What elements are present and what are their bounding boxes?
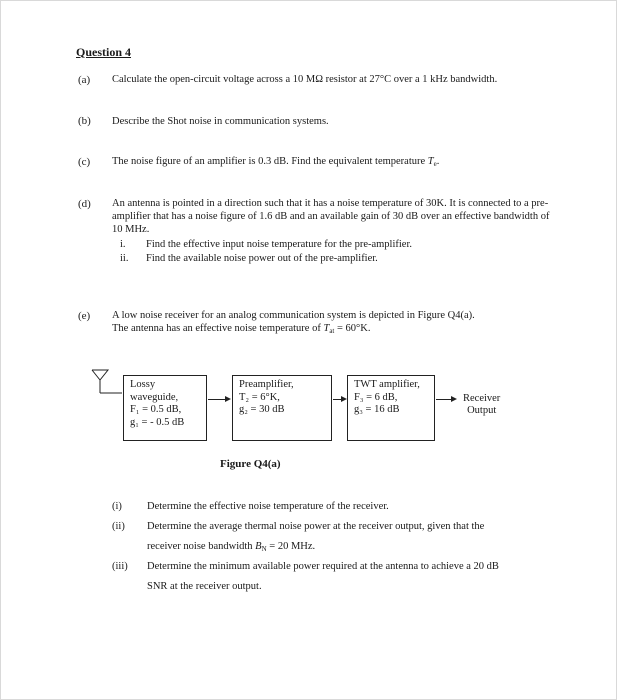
part-c-text: The noise figure of an amplifier is 0.3 dB. Find the equivalent temperature $T_e$. <box>112 156 440 168</box>
twt-amplifier-block: TWT amplifier, F₃ = 6 dB, g₃ = 16 dB <box>347 375 435 441</box>
antenna-icon <box>90 368 124 408</box>
question-title: Question 4 <box>76 45 132 59</box>
arrow-1-head <box>225 396 231 402</box>
part-e-item-iii-text-line2: SNR at the receiver output. <box>147 581 262 592</box>
preamplifier-block: Preamplifier, T₂ = 6°K, g₂ = 30 dB <box>232 375 332 441</box>
arrow-1 <box>208 399 226 400</box>
part-d-item-ii-label: ii. <box>120 253 129 264</box>
part-d-item-i-text: Find the effective input noise temperature for the pre-amplifier. <box>146 239 413 250</box>
part-e-item-ii-label: (ii) <box>112 521 125 532</box>
part-d-text: An antenna is pointed in a direction such that it has a noise temperature of 30K. It is connected to a pre-amplifier that has a noise figure of 1.6 dB and an available gain of 30 dB over an effective bandwidth of 10 MHz. <box>112 198 550 235</box>
part-d-item-ii-text: Find the available noise power out of the pre-amplifier. <box>146 253 378 264</box>
part-e-item-ii-text: Determine the average thermal noise power at the receiver output, given that the <box>147 521 485 532</box>
part-e-text-line2: The antenna has an effective noise temperature of $T_{at} = 60^\circ K$. <box>112 323 371 335</box>
receiver-output-label: Receiver Output <box>463 393 501 416</box>
part-a-label: (a) <box>78 74 91 86</box>
figure-caption: Figure Q4(a) <box>220 458 281 470</box>
lossy-waveguide-block: Lossy waveguide, F₁ = 0.5 dB, g₁ = - 0.5 dB <box>123 375 207 441</box>
part-e-item-i-text: Determine the effective noise temperature of the receiver. <box>147 501 389 512</box>
part-e-text: A low noise receiver for an analog communication system is depicted in Figure Q4(a). <box>112 310 475 321</box>
part-c-label: (c) <box>78 156 91 168</box>
part-b-label: (b) <box>78 115 91 127</box>
part-e-item-iii-label: (iii) <box>112 561 128 572</box>
arrow-3 <box>436 399 452 400</box>
part-e-item-iii-text: Determine the minimum available power required at the antenna to achieve a 20 dB <box>147 561 499 572</box>
part-d-label: (d) <box>78 198 91 210</box>
part-e-item-i-label: (i) <box>112 501 122 512</box>
part-e-label: (e) <box>78 310 91 322</box>
part-d-item-i-label: i. <box>120 239 126 250</box>
part-e-item-ii-text-line2: receiver noise bandwidth $B_N = 20$ MHz. <box>147 541 316 553</box>
part-b-text: Describe the Shot noise in communication systems. <box>112 116 329 127</box>
part-a-text: Calculate the open-circuit voltage across a 10 MΩ resistor at 27°C over a 1 kHz bandwidth. <box>112 74 498 85</box>
arrow-3-head <box>451 396 457 402</box>
